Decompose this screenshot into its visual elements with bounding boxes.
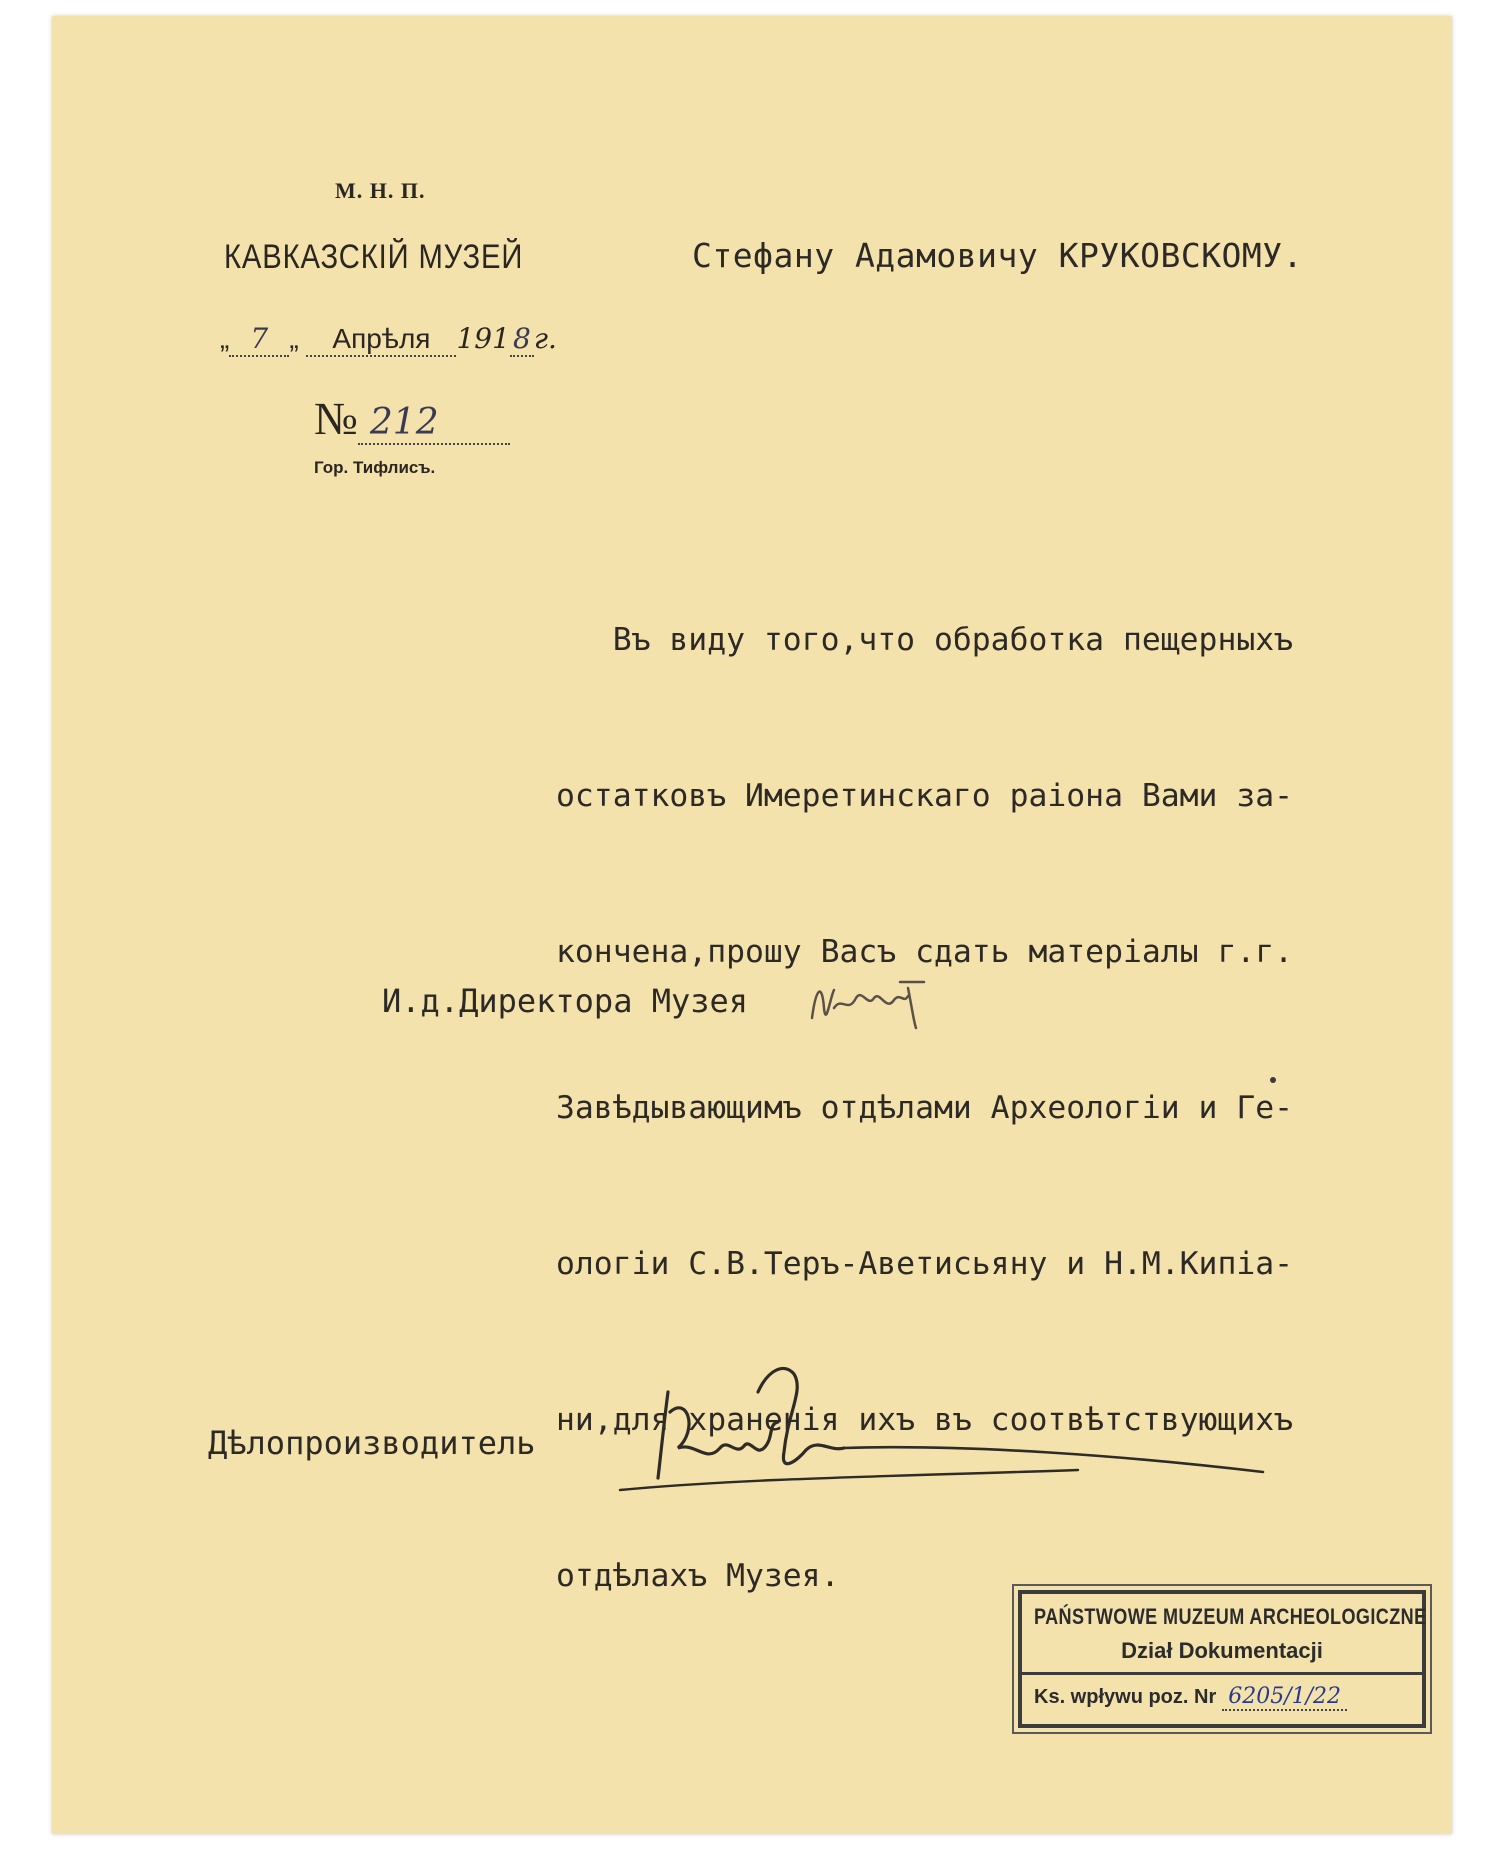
stamp-institution: PAŃSTWOWE MUZEUM ARCHEOLOGICZNE: [1034, 1604, 1427, 1629]
stamp-register-number: 6205/1/22: [1222, 1684, 1347, 1711]
letter-sheet: [52, 16, 1452, 1834]
clerk-label: Дѣлопроизводитель: [208, 1424, 536, 1462]
body-line: отдѣлахъ Музея.: [556, 1558, 840, 1594]
body-line: остатковъ Имеретинскаго раіона Вами за-: [556, 778, 1294, 814]
body-line: ологіи С.В.Теръ-Аветисьяну и Н.М.Кипіа-: [556, 1246, 1294, 1282]
letterhead-city: Гор. Тифлисъ.: [314, 458, 436, 477]
body-line: ни,для храненія ихъ въ соотвѣтствующихъ: [556, 1402, 1294, 1438]
letterhead-number: [314, 392, 510, 445]
number-sign: №: [314, 393, 358, 444]
clerk-signature: [608, 1352, 1288, 1502]
director-signature: [804, 968, 934, 1038]
letterhead-ministry: М. Н. П.: [335, 178, 426, 203]
letterhead-date: [220, 322, 557, 357]
body-line: кончена,прошу Васъ сдать матеріалы г.г.: [556, 934, 1294, 970]
date-open-quote: „: [220, 323, 230, 354]
document-number: 212: [358, 402, 510, 445]
date-month: Апрѣля: [306, 323, 456, 357]
letterhead-museum-name: КАВКАЗСКIЙ МУЗЕЙ: [224, 238, 524, 276]
letter-body: [556, 510, 1293, 1706]
date-day: 7: [229, 322, 289, 357]
body-line: Завѣдывающимъ отдѣлами Археологіи и Ге-: [556, 1090, 1294, 1126]
stamp-register-label: Ks. wpływu poz. Nr: [1034, 1686, 1217, 1708]
addressee: Стефану Адамовичу КРУКОВСКОМУ.: [692, 236, 1304, 275]
archive-stamp: [1018, 1590, 1426, 1728]
date-mid-quote: „: [289, 323, 299, 354]
stamp-department: Dział Dokumentacji: [1121, 1638, 1323, 1663]
date-year-suffix: 8: [510, 322, 534, 357]
ink-dot: [1270, 1077, 1276, 1083]
director-label: И.д.Директора Музея: [382, 982, 749, 1020]
date-year-prefix: 191: [456, 322, 510, 355]
stamp-divider: [1022, 1672, 1422, 1675]
stamp-register-entry: [1034, 1684, 1347, 1709]
date-year-g: г.: [533, 322, 557, 355]
body-line: Въ виду того,что обработка пещерныхъ: [556, 622, 1294, 658]
